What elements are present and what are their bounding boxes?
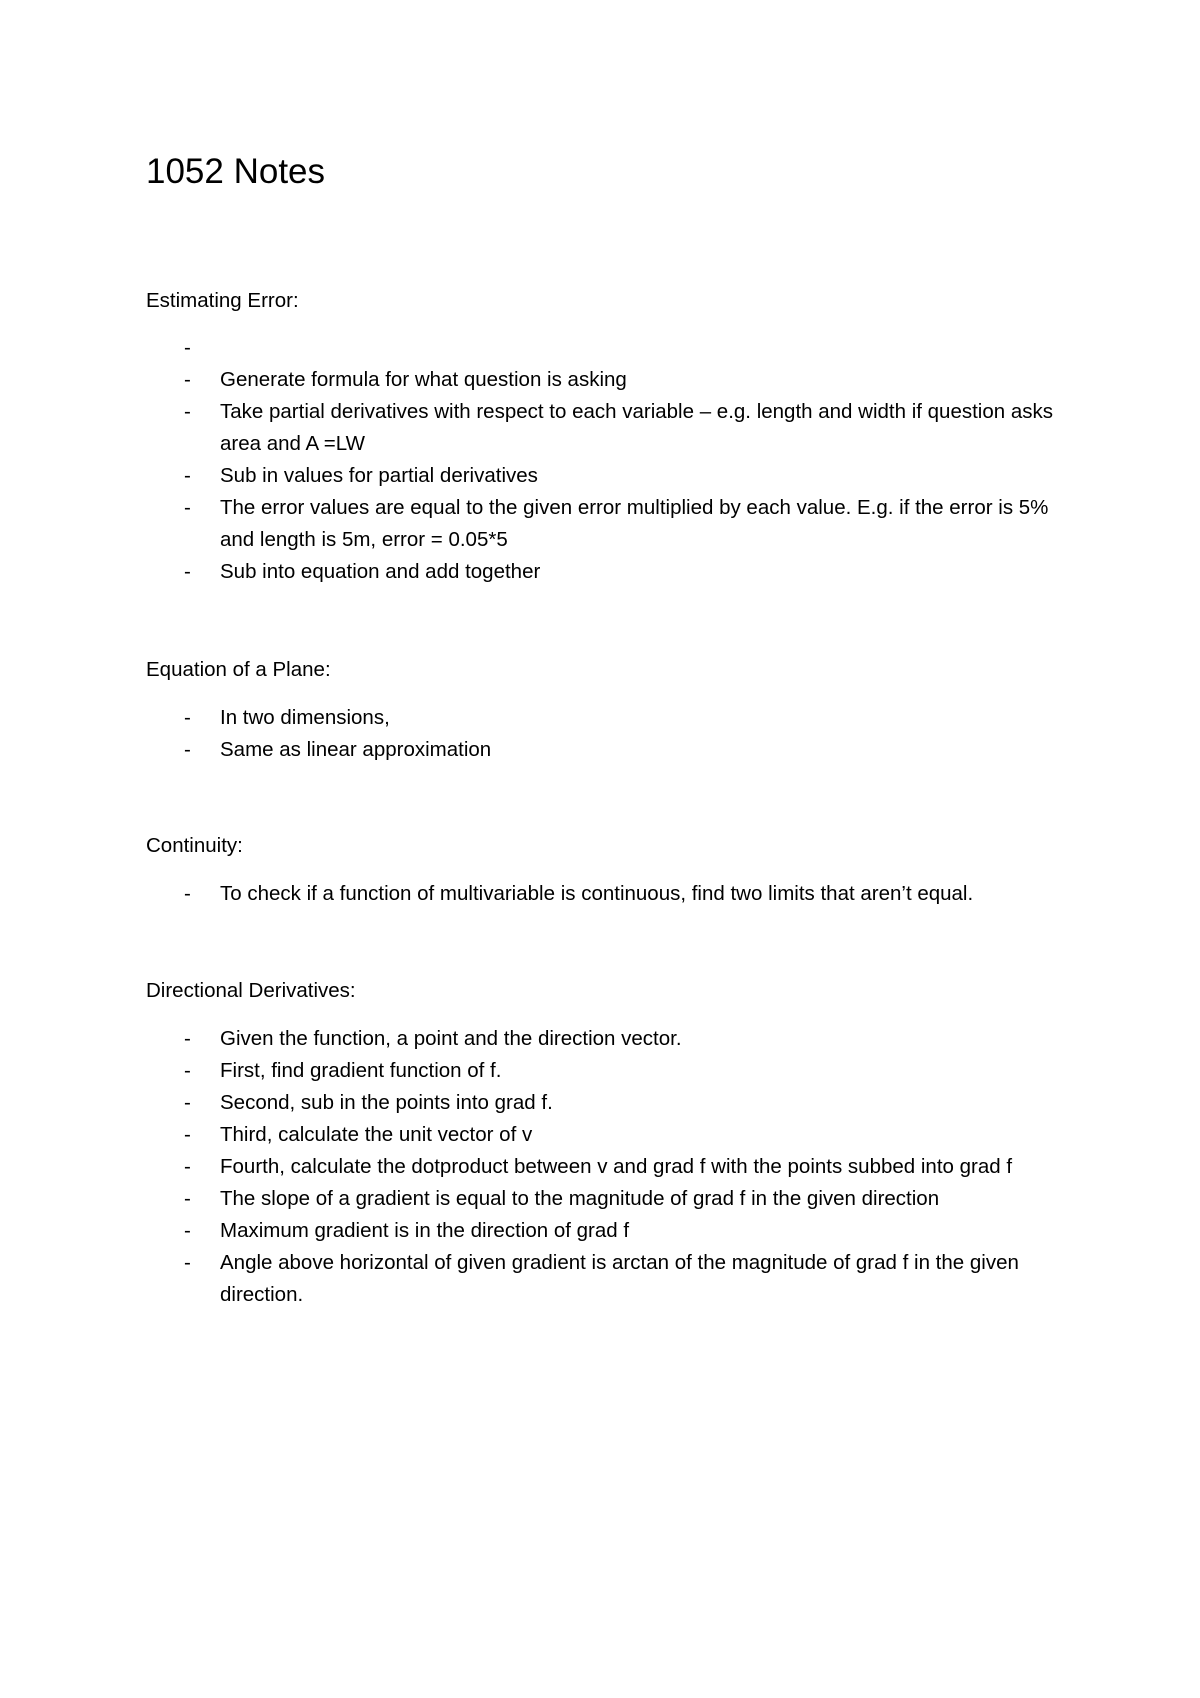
dash-bullet: - — [184, 496, 191, 519]
list-item — [146, 1247, 1066, 1311]
bullet-list-estimating-error — [146, 332, 1066, 588]
list-item-text: To check if a function of multivariable is continuous, find two limits that aren’t equal. — [220, 882, 974, 905]
dash-bullet: - — [184, 1187, 191, 1210]
list-item-text: Same as linear approximation — [220, 738, 492, 761]
dash-bullet: - — [184, 464, 191, 487]
list-item — [146, 492, 1066, 556]
list-item — [146, 702, 1066, 734]
list-item — [146, 1087, 1066, 1119]
list-item — [146, 364, 1066, 396]
section-heading-estimating-error: Estimating Error: — [146, 289, 299, 312]
section-heading-equation-of-plane: Equation of a Plane: — [146, 658, 331, 681]
bullet-list-continuity — [146, 878, 1066, 910]
list-item — [146, 556, 1066, 588]
section-heading-continuity: Continuity: — [146, 834, 243, 857]
section-heading-directional-derivatives: Directional Derivatives: — [146, 979, 356, 1002]
list-item — [146, 1055, 1066, 1087]
dash-bullet: - — [184, 368, 191, 391]
dash-bullet: - — [184, 1155, 191, 1178]
list-item-text: Angle above horizontal of given gradient is arctan of the magnitude of grad f in the given direction. — [220, 1251, 1019, 1306]
list-item-text: Sub in values for partial derivatives — [220, 464, 538, 487]
list-item — [146, 460, 1066, 492]
list-item — [146, 878, 1066, 910]
dash-bullet: - — [184, 1027, 191, 1050]
list-item — [146, 332, 1066, 364]
dash-bullet: - — [184, 1091, 191, 1114]
dash-bullet: - — [184, 336, 191, 359]
dash-bullet: - — [184, 1251, 191, 1274]
list-item-text: Maximum gradient is in the direction of grad f — [220, 1219, 630, 1242]
list-item-text: Take partial derivatives with respect to each variable – e.g. length and width if question asks area and A =LW — [220, 400, 1053, 455]
list-item — [146, 1215, 1066, 1247]
bullet-list-equation-of-plane — [146, 702, 1066, 766]
list-item — [146, 1023, 1066, 1055]
list-item — [146, 396, 1066, 460]
list-item-text: Third, calculate the unit vector of v — [220, 1123, 533, 1146]
list-item-text: Sub into equation and add together — [220, 560, 541, 583]
page-title: 1052 Notes — [146, 152, 326, 191]
dash-bullet: - — [184, 738, 191, 761]
list-item-text: In two dimensions, — [220, 706, 390, 729]
dash-bullet: - — [184, 560, 191, 583]
list-item-text: The error values are equal to the given error multiplied by each value. E.g. if the error is 5% and length is 5m, error = 0.05*5 — [220, 496, 1049, 551]
dash-bullet: - — [184, 1123, 191, 1146]
dash-bullet: - — [184, 1059, 191, 1082]
dash-bullet: - — [184, 882, 191, 905]
bullet-list-directional-derivatives — [146, 1023, 1066, 1311]
dash-bullet: - — [184, 1219, 191, 1242]
list-item — [146, 1183, 1066, 1215]
list-item-text: First, find gradient function of f. — [220, 1059, 502, 1082]
dash-bullet: - — [184, 706, 191, 729]
list-item — [146, 1119, 1066, 1151]
list-item — [146, 1151, 1066, 1183]
list-item-text: The slope of a gradient is equal to the magnitude of grad f in the given direction — [220, 1187, 940, 1210]
list-item-text: Fourth, calculate the dotproduct between v and grad f with the points subbed into grad f — [220, 1155, 1013, 1178]
list-item-text: Given the function, a point and the direction vector. — [220, 1027, 682, 1050]
list-item-text: Second, sub in the points into grad f. — [220, 1091, 553, 1114]
list-item — [146, 734, 1066, 766]
list-item-text: Generate formula for what question is asking — [220, 368, 627, 391]
dash-bullet: - — [184, 400, 191, 423]
